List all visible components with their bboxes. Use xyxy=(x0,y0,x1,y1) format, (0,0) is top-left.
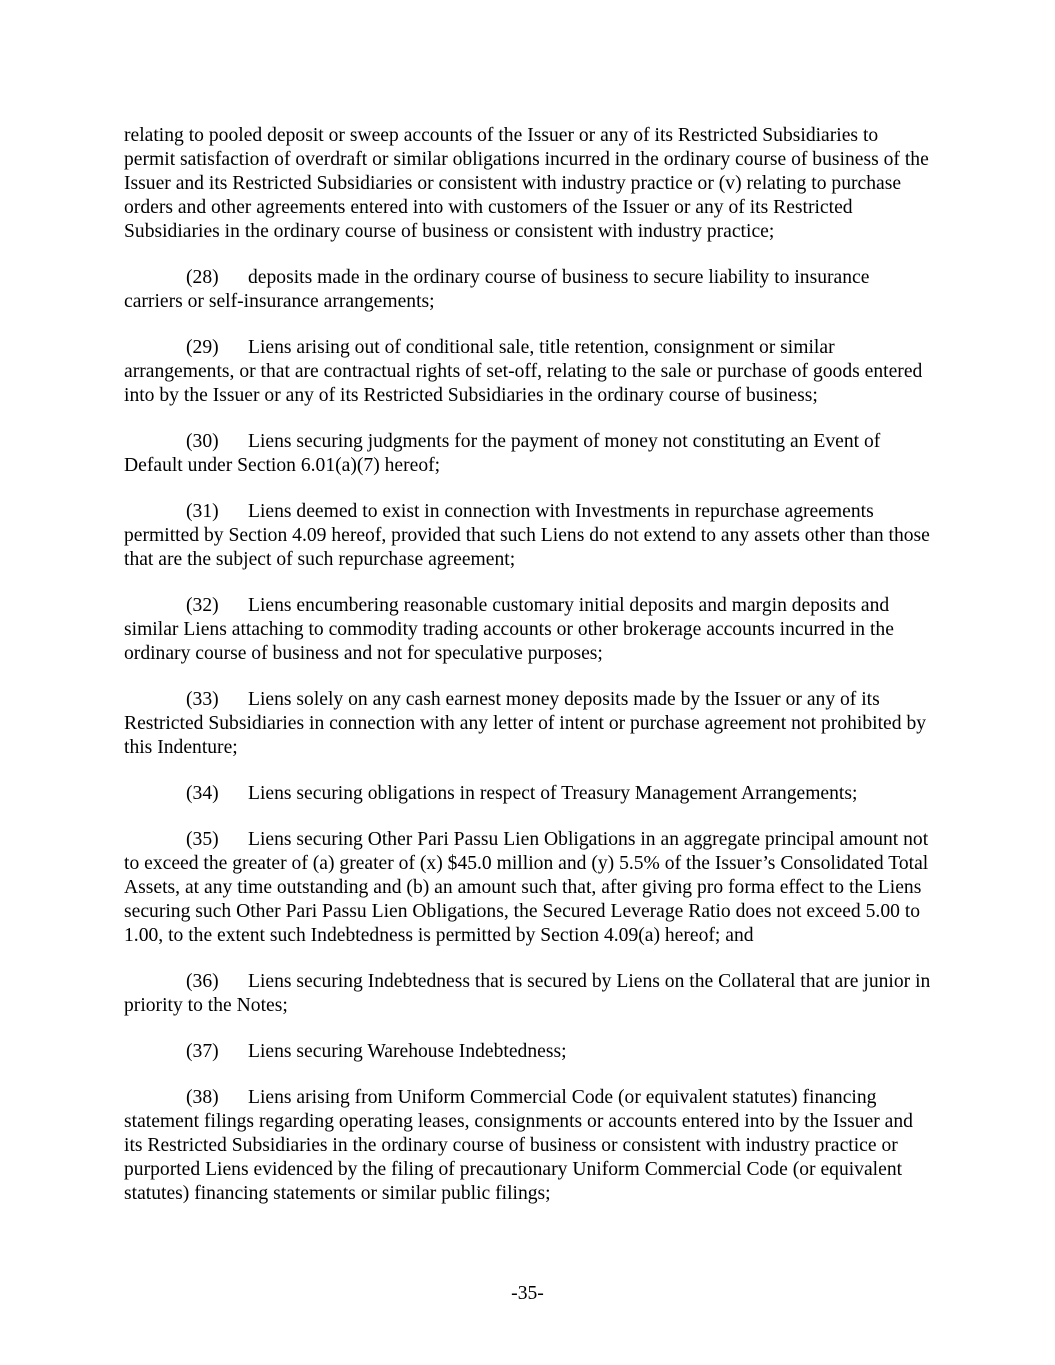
list-item-30 xyxy=(124,430,932,478)
list-item-37 xyxy=(124,1040,932,1064)
item-text: deposits made in the ordinary course of business to secure liability to insurance carriers or self-insurance arrangements; xyxy=(124,267,870,312)
item-number: (34) xyxy=(186,783,219,804)
list-item-33 xyxy=(124,688,932,760)
item-text: Liens solely on any cash earnest money deposits made by the Issuer or any of its Restricted Subsidiaries in connection with any letter of intent or purchase agreement not prohibited by this Indenture; xyxy=(124,689,927,758)
item-text: Liens securing judgments for the payment of money not constituting an Event of Default under Section 6.01(a)(7) hereof; xyxy=(124,431,881,476)
item-text: Liens securing Warehouse Indebtedness; xyxy=(248,1041,567,1062)
item-number: (31) xyxy=(186,501,219,522)
list-item-36 xyxy=(124,970,932,1018)
list-item-34 xyxy=(124,782,932,806)
item-number: (33) xyxy=(186,689,219,710)
item-number: (28) xyxy=(186,267,219,288)
item-text: Liens securing Indebtedness that is secured by Liens on the Collateral that are junior in priority to the Notes; xyxy=(124,971,931,1016)
item-text: Liens encumbering reasonable customary initial deposits and margin deposits and similar Liens attaching to commodity trading accounts or other brokerage accounts incurred in the ordinary course of business and not for speculative purposes; xyxy=(124,595,894,664)
item-text: Liens deemed to exist in connection with Investments in repurchase agreements permitted by Section 4.09 hereof, provided that such Liens do not extend to any assets other than those that are the subject of such repurchase agreement; xyxy=(124,501,930,570)
list-item-38 xyxy=(124,1086,932,1206)
item-number: (29) xyxy=(186,337,219,358)
list-item-31 xyxy=(124,500,932,572)
item-number: (36) xyxy=(186,971,219,992)
list-item-29 xyxy=(124,336,932,408)
item-number: (38) xyxy=(186,1087,219,1108)
list-item-32 xyxy=(124,594,932,666)
item-text: Liens securing Other Pari Passu Lien Obligations in an aggregate principal amount not to exceed the greater of (a) greater of (x) $45.0 million and (y) 5.5% of the Issuer’s Consolidated Total Assets, at any time outstanding and (b) an amount such that, after giving pro forma effect to the Liens securing such Other Pari Passu Lien Obligations, the Secured Leverage Ratio does not exceed 5.00 to 1.00, to the extent such Indebtedness is permitted by Section 4.09(a) hereof; and xyxy=(124,829,929,946)
document-page xyxy=(124,124,932,1228)
item-number: (32) xyxy=(186,595,219,616)
list-item-28 xyxy=(124,266,932,314)
item-text: Liens securing obligations in respect of Treasury Management Arrangements; xyxy=(248,783,858,804)
list-item-35 xyxy=(124,828,932,948)
item-number: (30) xyxy=(186,431,219,452)
item-number: (37) xyxy=(186,1041,219,1062)
continuation-paragraph: relating to pooled deposit or sweep accounts of the Issuer or any of its Restricted Subsidiaries to permit satisfaction of overdraft or similar obligations incurred in the ordinary course of business of the Issuer and its Restricted Subsidiaries or consistent with industry practice or (v) relating to purchase orders and other agreements entered into with customers of the Issuer or any of its Restricted Subsidiaries in the ordinary course of business or consistent with industry practice; xyxy=(124,125,929,242)
item-text: Liens arising from Uniform Commercial Code (or equivalent statutes) financing statement filings regarding operating leases, consignments or accounts entered into by the Issuer and its Restricted Subsidiaries in the ordinary course of business or consistent with industry practice or purported Liens evidenced by the filing of precautionary Uniform Commercial Code (or equivalent statutes) financing statements or similar public filings; xyxy=(124,1087,913,1204)
page-number: -35- xyxy=(511,1283,544,1304)
item-number: (35) xyxy=(186,829,219,850)
item-text: Liens arising out of conditional sale, title retention, consignment or similar arrangements, or that are contractual rights of set-off, relating to the sale or purchase of goods entered into by the Issuer or any of its Restricted Subsidiaries in the ordinary course of business; xyxy=(124,337,923,406)
